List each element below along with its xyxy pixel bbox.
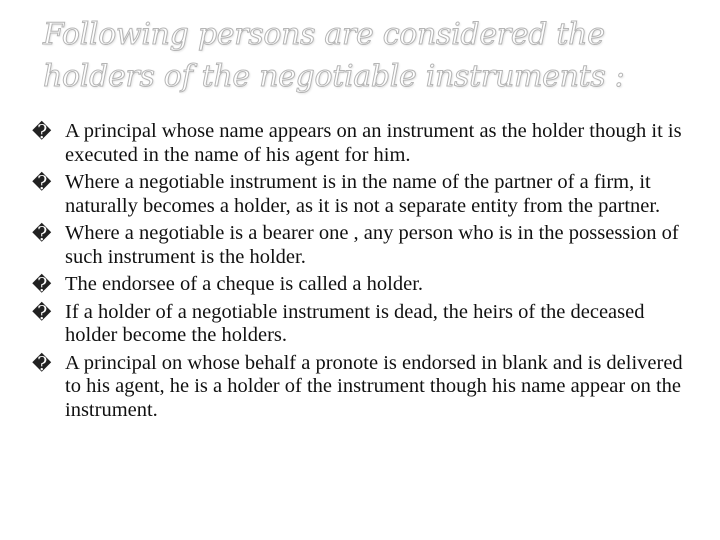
bullet-text: If a holder of a negotiable instrument is dead, the heirs of the deceased holder become the holders. — [65, 300, 645, 346]
list-item — [32, 273, 692, 297]
bullet-marker-icon: � — [32, 173, 52, 194]
bullet-marker-icon: � — [32, 302, 52, 324]
bullet-text: Where a negotiable is a bearer one , any person who is in the possession of such instrument is the holder. — [65, 222, 679, 268]
list-item — [32, 352, 692, 423]
bullet-list — [32, 120, 692, 426]
bullet-marker-icon: � — [32, 224, 52, 245]
list-item — [32, 301, 692, 348]
bullet-marker-icon: � — [32, 353, 52, 375]
bullet-marker-icon: � — [32, 122, 52, 143]
bullet-text: Where a negotiable instrument is in the name of the partner of a firm, it naturally becomes a holder, as it is not a separate entity from the partner. — [65, 171, 661, 217]
slide-title — [43, 14, 703, 98]
list-item — [32, 222, 692, 269]
bullet-text: A principal on whose behalf a pronote is endorsed in blank and is delivered to his agent, he is a holder of the instrument though his name appear on the instrument. — [65, 351, 683, 421]
slide-title-line-1: Following persons are considered the — [43, 17, 605, 52]
slide-title-line-2: holders of the negotiable instruments : — [43, 59, 625, 94]
bullet-text: A principal whose name appears on an instrument as the holder though it is executed in the name of his agent for him. — [65, 120, 682, 166]
list-item — [32, 171, 692, 218]
bullet-text: The endorsee of a cheque is called a holder. — [65, 273, 424, 295]
list-item — [32, 120, 692, 167]
bullet-marker-icon: � — [32, 275, 52, 296]
